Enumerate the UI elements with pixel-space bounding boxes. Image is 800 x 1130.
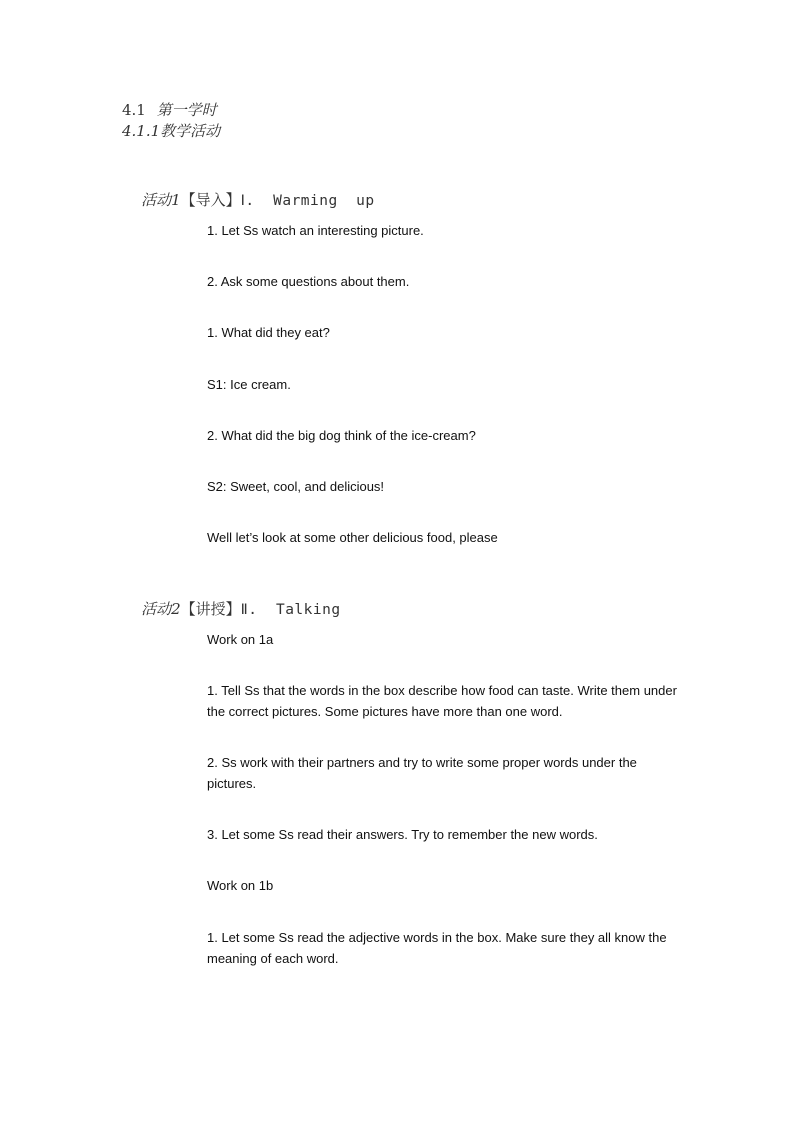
activity2-paragraph: Work on 1a [207, 632, 274, 647]
activity2-paragraph: 1. Let some Ss read the adjective words in the box. Make sure they all know the meaning of each word. [207, 930, 667, 966]
section-title: 第一学时 [156, 101, 217, 119]
section-header [122, 99, 217, 120]
activity1-paragraph: 1. Let Ss watch an interesting picture. [207, 223, 424, 238]
activity1-paragraph: 2. Ask some questions about them. [207, 274, 410, 289]
activity2-paragraph: 1. Tell Ss that the words in the box describe how food can taste. Write them under the correct pictures. Some pictures have more than one word. [207, 683, 677, 719]
activity2-paragraph: 3. Let some Ss read their answers. Try to remember the new words. [207, 827, 598, 842]
activity2-paragraph: Work on 1b [207, 878, 274, 893]
activity1-tag: 【导入】 [180, 191, 241, 209]
activity1-paragraph: 2. What did the big dog think of the ice-cream? [207, 428, 476, 443]
activity1-paragraph: S2: Sweet, cool, and delicious! [207, 479, 385, 494]
activity1-paragraph: S1: Ice cream. [207, 377, 291, 392]
activity2-tag: 【讲授】 [180, 600, 241, 618]
subsection-title: 4.1.1教学活动 [122, 122, 221, 140]
activity2-paragraph: 2. Ss work with their partners and try to write some proper words under the pictures. [207, 755, 637, 791]
activity2-label: 活动2 [141, 600, 181, 618]
activity1-paragraph: 1. What did they eat? [207, 325, 330, 340]
activity2-title: Ⅱ. Talking [240, 602, 341, 618]
activity1-label: 活动1 [141, 191, 181, 209]
activity1-title: Ⅰ. Warming up [240, 193, 375, 209]
section-number: 4.1 [122, 101, 146, 119]
activity1-paragraph: Well let’s look at some other delicious food, please [207, 530, 498, 545]
